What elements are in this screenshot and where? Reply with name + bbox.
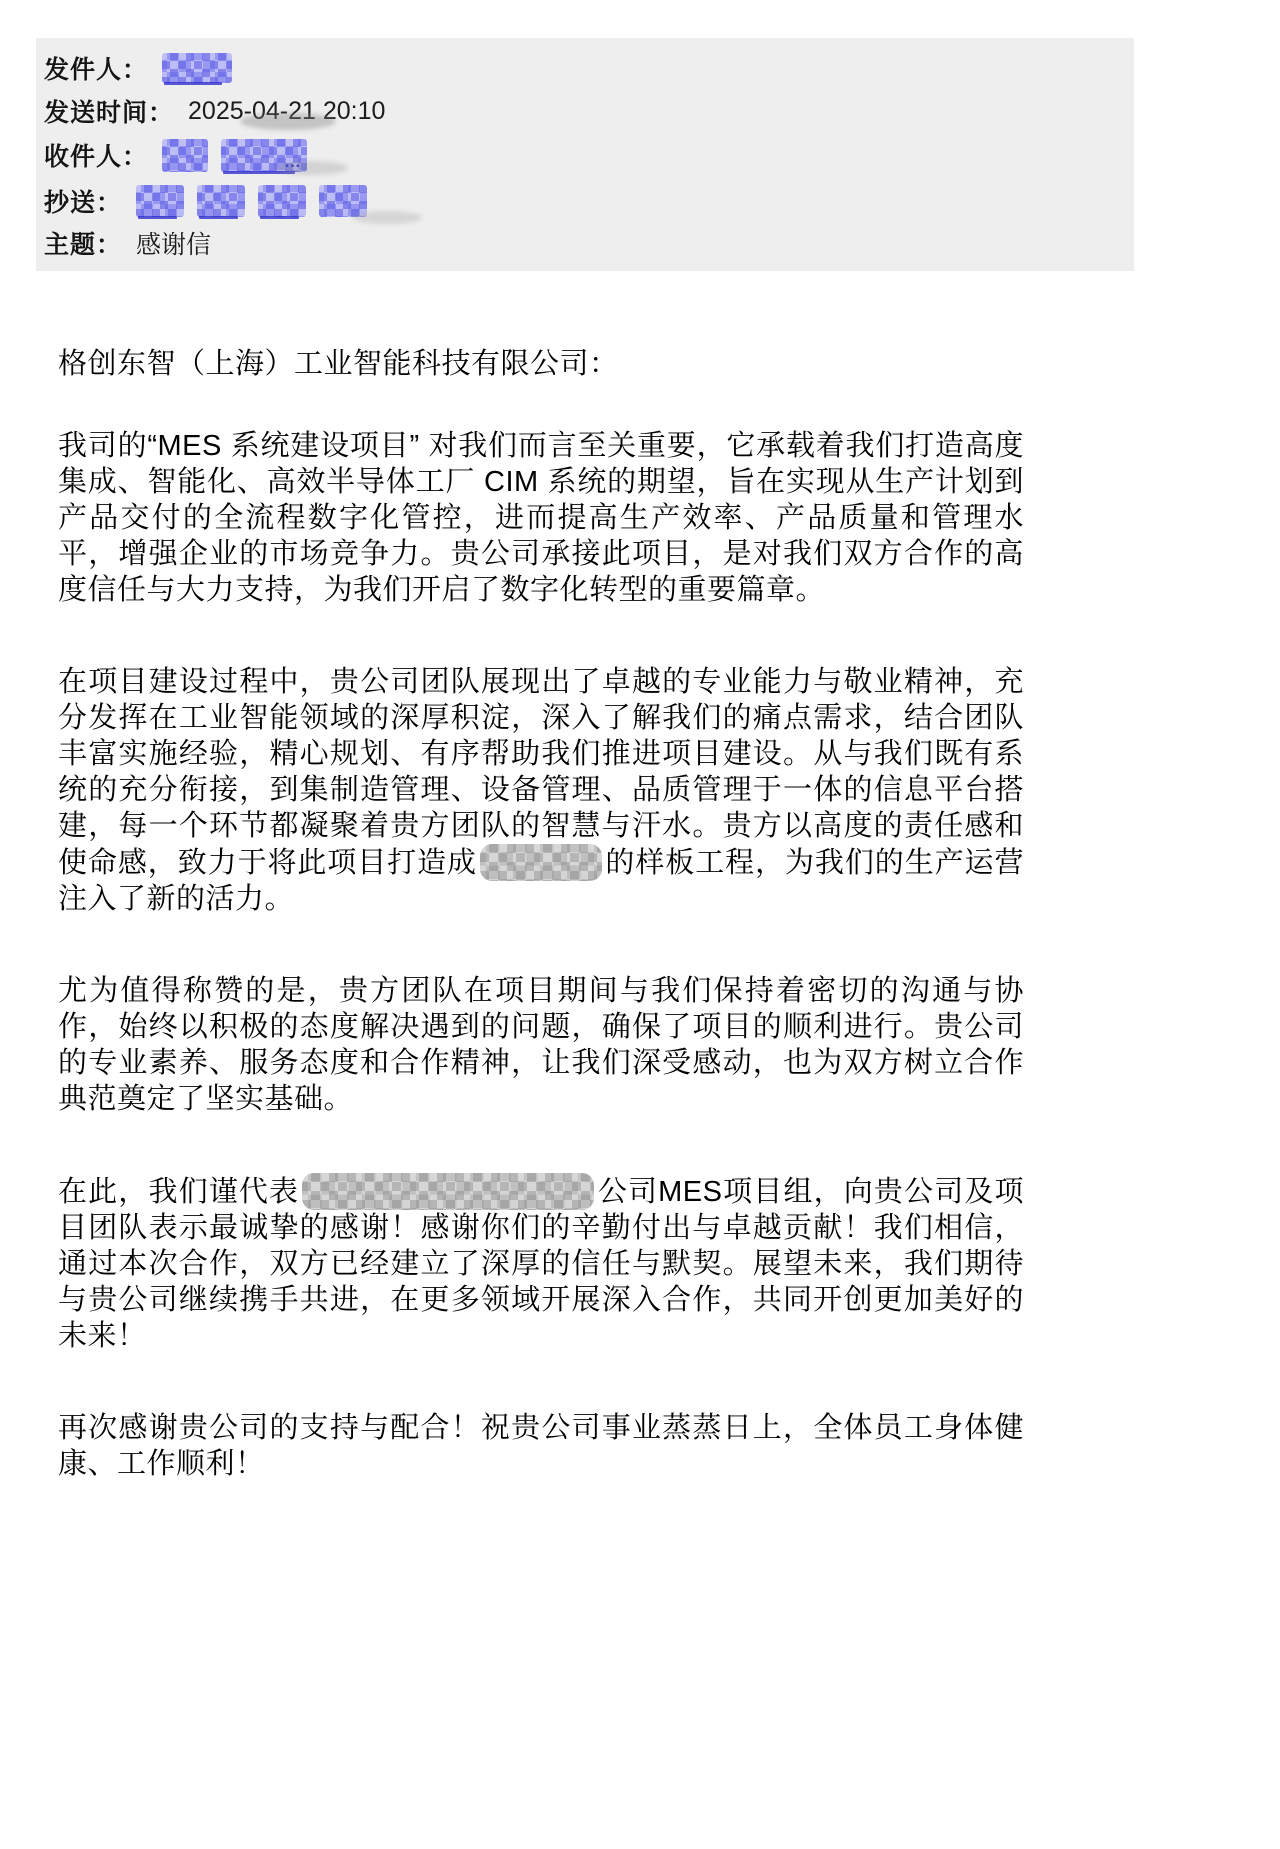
salutation: 格创东智（上海）工业智能科技有限公司： — [58, 348, 619, 380]
date-smudge — [240, 113, 336, 130]
to-label: 收件人： — [44, 143, 149, 171]
header-row-from — [44, 50, 1126, 86]
paragraph-text: 公司MES项目组，向贵公司及项目团队表示最诚挚的感谢！感谢你们的辛勤付出与卓越贡献！我们相信，通过本次合作，双方已经建立了深厚的信任与默契。展望未来，我们期待与贵公司继续携手共进，在更多领域开展深入合作，共同开创更加美好的未来！ — [58, 1176, 1024, 1352]
paragraph-text: 我司的“MES 系统建设项目” 对我们而言至关重要，它承载着我们打造高度集成、智能化、高效半导体工厂 CIM 系统的期望，旨在实现从生产计划到产品交付的全流程数字化管控，进而提高生产效率、产品质量和管理水平，增强企业的市场竞争力。贵公司承接此项目，是对我们双方合作的高度信任与大力支持，为我们开启了数字化转型的重要篇章。 — [58, 430, 1024, 606]
paragraph-text: 尤为值得称赞的是，贵方团队在项目期间与我们保持着密切的沟通与协作，始终以积极的态度解决遇到的问题，确保了项目的顺利进行。贵公司的专业素养、服务态度和合作精神，让我们深受感动，也为双方树立合作典范奠定了坚实基础。 — [58, 975, 1024, 1115]
redaction-blur-cc-3 — [258, 185, 306, 217]
header-row-cc — [44, 183, 1126, 219]
redaction-blur-from — [162, 53, 232, 83]
letter-paragraph-3 — [58, 973, 1024, 1117]
from-label: 发件人： — [44, 56, 149, 84]
sent-time-value: 2025-04-21 20:10 — [188, 96, 386, 125]
sent-time-label: 发送时间： — [44, 99, 175, 127]
cc-label: 抄送： — [44, 189, 123, 217]
subject-label: 主题： — [44, 231, 123, 259]
to-address-fragment: … — [284, 151, 304, 171]
redaction-blur-cc-4 — [319, 185, 367, 217]
subject-value: 感谢信 — [136, 231, 212, 259]
cc-addresses-redacted[interactable] — [136, 185, 367, 217]
letter-paragraph-4 — [58, 1173, 1024, 1354]
paragraph-text: 在此，我们谨代表 — [58, 1176, 300, 1208]
email-header — [36, 38, 1134, 271]
header-row-to — [44, 137, 1126, 173]
letter-paragraphs — [58, 428, 1024, 1482]
header-row-sent-time — [44, 93, 1126, 129]
redaction-blur-cc-2 — [197, 185, 245, 217]
paragraph-text: 的样板工程，为我们的生产运营注入了新的活力。 — [58, 847, 1024, 915]
header-row-subject — [44, 225, 1126, 261]
letter-paragraph-5 — [58, 1410, 1024, 1482]
letter-paragraph-1 — [58, 428, 1024, 608]
from-address-redacted[interactable] — [162, 53, 232, 83]
redaction-blur-to-1 — [162, 139, 208, 172]
redaction-blur-cc-1 — [136, 185, 184, 217]
redacted-text-blur — [302, 1173, 594, 1210]
letter-paragraph-2 — [58, 664, 1024, 917]
letter-body — [58, 346, 1024, 1538]
paragraph-text: 再次感谢贵公司的支持与配合！祝贵公司事业蒸蒸日上，全体员工身体健康、工作顺利！ — [58, 1412, 1024, 1480]
paragraph-text: 在项目建设过程中，贵公司团队展现出了卓越的专业能力与敬业精神，充分发挥在工业智能领域的深厚积淀，深入了解我们的痛点需求，结合团队丰富实施经验，精心规划、有序帮助我们推进项目建设。从与我们既有系统的充分衔接，到集制造管理、设备管理、品质管理于一体的信息平台搭建，每一个环节都凝聚着贵方团队的智慧与汗水。贵方以高度的责任感和使命感，致力于将此项目打造成 — [58, 666, 1024, 879]
redacted-text-blur — [480, 844, 602, 881]
to-smudge — [276, 161, 348, 175]
cc-smudge — [352, 211, 422, 224]
